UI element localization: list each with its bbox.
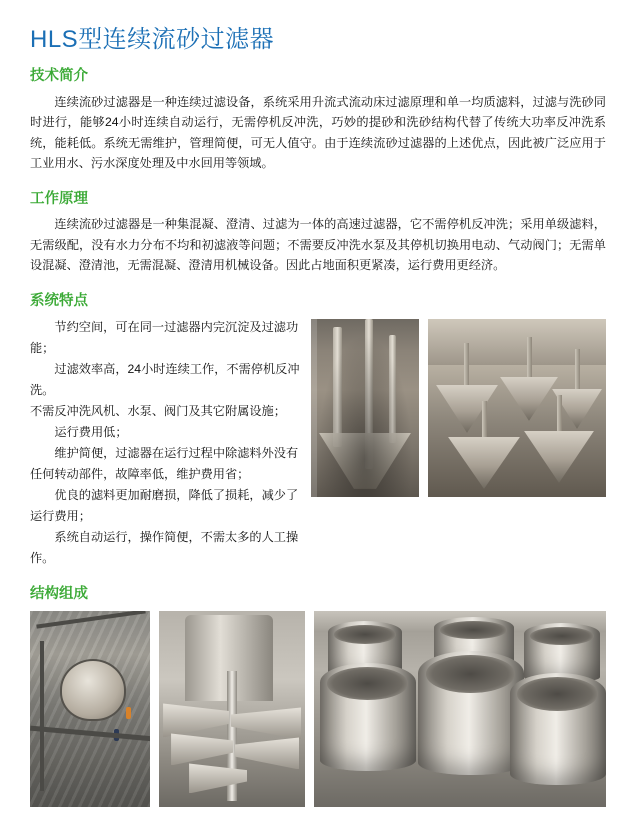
- section-heading-features: 系统特点: [30, 292, 88, 309]
- page-title: HLS型连续流砂过滤器: [30, 26, 275, 53]
- feature-item: 维护简便，过滤器在运行过程中除滤料外没有任何转动部件，故障率低，维护费用省；: [30, 445, 299, 481]
- features-list: [30, 317, 303, 569]
- section-heading-structure: 结构组成: [30, 585, 88, 602]
- cylinder-units-yard-photo: [314, 611, 606, 807]
- feature-item: 优良的滤料更加耐磨损，降低了损耗，减少了运行费用；: [30, 487, 299, 523]
- feature-item: 系统自动运行，操作简便，不需太多的人工操作。: [30, 529, 299, 565]
- feature-item: 运行费用低；: [54, 424, 128, 439]
- site-overhead-tank-photo: [30, 611, 150, 807]
- feature-item: 过滤效率高，24小时连续工作，不需停机反冲洗。: [30, 361, 300, 397]
- page-footer-space: [30, 807, 606, 831]
- section-heading-principle: 工作原理: [30, 190, 88, 207]
- section-paragraph-principle: 连续流砂过滤器是一种集混凝、澄清、过滤为一体的高速过滤器，它不需停机反冲洗；采用单级滤料，无需级配，没有水力分布不均和初滤液等问题；不需要反冲洗水泵及其停机切换用电动、气动阀门；无需单设混凝、澄清池，无需混凝、澄清用机械设备。因此占地面积更紧凑，运行费用更经济。: [30, 217, 606, 273]
- spiral-cone-assembly-photo: [159, 611, 305, 807]
- tank-interior-piping-photo: [311, 319, 419, 497]
- feature-item: 节约空间，可在同一过滤器内完沉淀及过滤功能；: [30, 319, 299, 355]
- structure-photos: [30, 611, 606, 807]
- section-paragraph-intro: 连续流砂过滤器是一种连续过滤设备，系统采用升流式流动床过滤原理和单一均质滤料，过滤与洗砂同时进行，能够24小时连续自动运行，无需停机反冲洗，巧妙的提砂和洗砂结构代替了传统大功率反冲洗系统，能耗低。系统无需维护，管理简便，可无人值守。由于连续流砂过滤器的上述优点，因此被广泛应用于工业用水、污水深度处理及中水回用等领域。: [30, 94, 606, 171]
- cone-array-basin-photo: [428, 319, 606, 497]
- features-row: [30, 317, 606, 569]
- feature-item: 不需反冲洗风机、水泵、阀门及其它附属设施；: [30, 403, 286, 418]
- features-photos: [311, 317, 606, 497]
- section-heading-intro: 技术简介: [30, 67, 88, 84]
